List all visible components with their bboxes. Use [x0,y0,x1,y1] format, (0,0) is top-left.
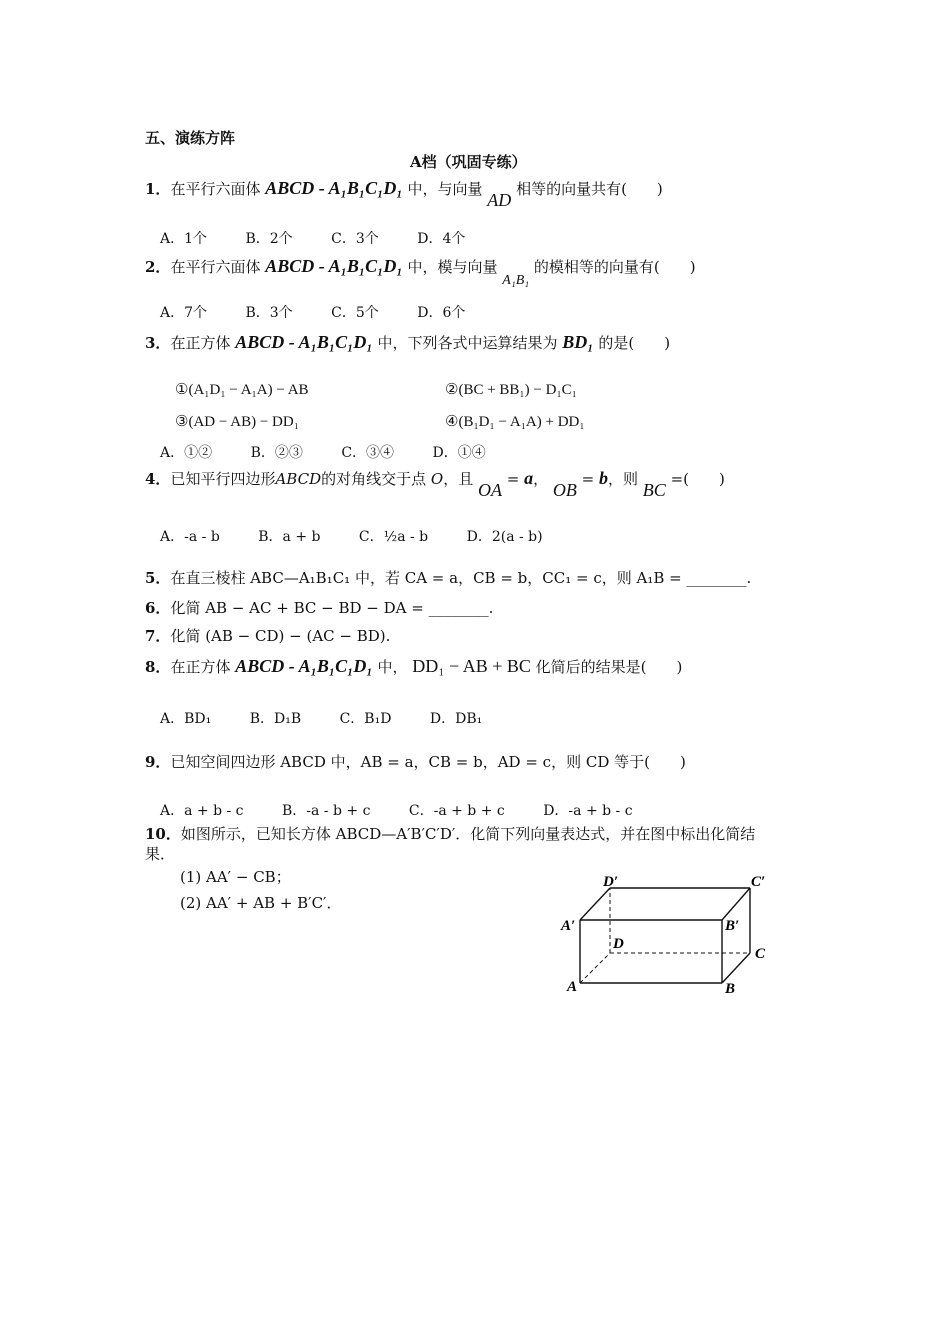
vector-ad: AD [487,190,512,210]
expr-2: ②(BC + BB₁) − D₁C₁ [445,382,577,398]
label-a: A [567,979,578,995]
solid-name: ABCD - A₁B₁C₁D₁ [235,656,373,676]
solid-name: ABCD - A₁B₁C₁D₁ [265,256,403,276]
question-3-options: A．①② B．②③ C．③④ D．①④ [160,445,486,461]
question-4-options: A．-a - b B．a + b C．½a - b D．2(a - b) [160,529,543,545]
question-10-cont: 果． [145,845,176,863]
question-9: 9．已知空间四边形 ABCD 中，AB = a，CB = b，AD = c，则 CD 等于( ) [145,753,686,771]
edge-ad [580,953,610,983]
label-b1: B′ [725,918,740,934]
label-d1: D′ [603,874,619,890]
question-1: 1．在平行六面体 ABCD - A₁B₁C₁D₁ 中，与向量 AD 相等的向量共有( ) [145,178,663,210]
question-8: 8．在正方体 ABCD - A₁B₁C₁D₁ 中， DD₁ − AB + BC 化简后的结果是( ) [145,656,683,676]
question-2-options: A．7个 B．3个 C．5个 D．6个 [160,305,466,321]
question-2: 2．在平行六面体 ABCD - A₁B₁C₁D₁ 中，模与向量 A₁B₁ 的模相等的向量有( ) [145,256,696,288]
label-c1: C′ [751,874,766,890]
label-a1: A′ [561,918,576,934]
edge-a1d1 [580,888,610,920]
section-title: 五、演练方阵 [145,129,236,147]
question-9-options: A．a + b - c B．-a - b + c C．-a + b + c D．-a + b - c [160,803,633,819]
edge-b1c1 [722,888,750,920]
expr-3: ③(AD − AB) − DD₁ [175,414,299,430]
solid-name: ABCD - A₁B₁C₁D₁ [265,178,403,198]
question-7: 7．化简 (AB − CD) − (AC − BD). [145,627,391,645]
question-5: 5．在直三棱柱 ABC—A₁B₁C₁ 中，若 CA = a，CB = b，CC₁ = c，则 A₁B = ________. [145,569,752,587]
vector-a1b1: A₁B₁ [502,273,530,288]
expr-4: ④(B₁D₁ − A₁A) + DD₁ [445,414,585,430]
question-3: 3．在正方体 ABCD - A₁B₁C₁D₁ 中，下列各式中运算结果为 BD₁ 的是( ) [145,332,671,352]
q10-item-2: (2) AA′ + AB + B′C′． [180,894,342,912]
question-6: 6．化简 AB − AC + BC − BD − DA = ________. [145,599,494,617]
question-8-options: A．BD₁ B．D₁B C．B₁D D．DB₁ [160,711,483,727]
q10-item-1: (1) AA′ − CB； [180,868,291,886]
expression: DD₁ − AB + BC [412,656,531,676]
question-4: 4．已知平行四边形ABCD的对角线交于点 O，且 OA = a， OB = b，则 BC =( ) [145,468,725,500]
cuboid-figure [555,868,785,998]
label-c: C [755,946,766,962]
level-title: A档（巩固专练） [410,153,527,171]
label-b: B [725,981,736,997]
label-d: D [613,936,624,952]
question-1-options: A．1个 B．2个 C．3个 D．4个 [160,231,466,247]
vector-bd1: BD₁ [562,332,594,352]
question-10: 10．如图所示，已知长方体 ABCD—A′B′C′D′．化简下列向量表达式，并在图中标出化简结 [145,825,756,843]
edge-bc [722,953,750,983]
expr-1: ①(A₁D₁ − A₁A) − AB [175,382,309,398]
solid-name: ABCD - A₁B₁C₁D₁ [235,332,373,352]
